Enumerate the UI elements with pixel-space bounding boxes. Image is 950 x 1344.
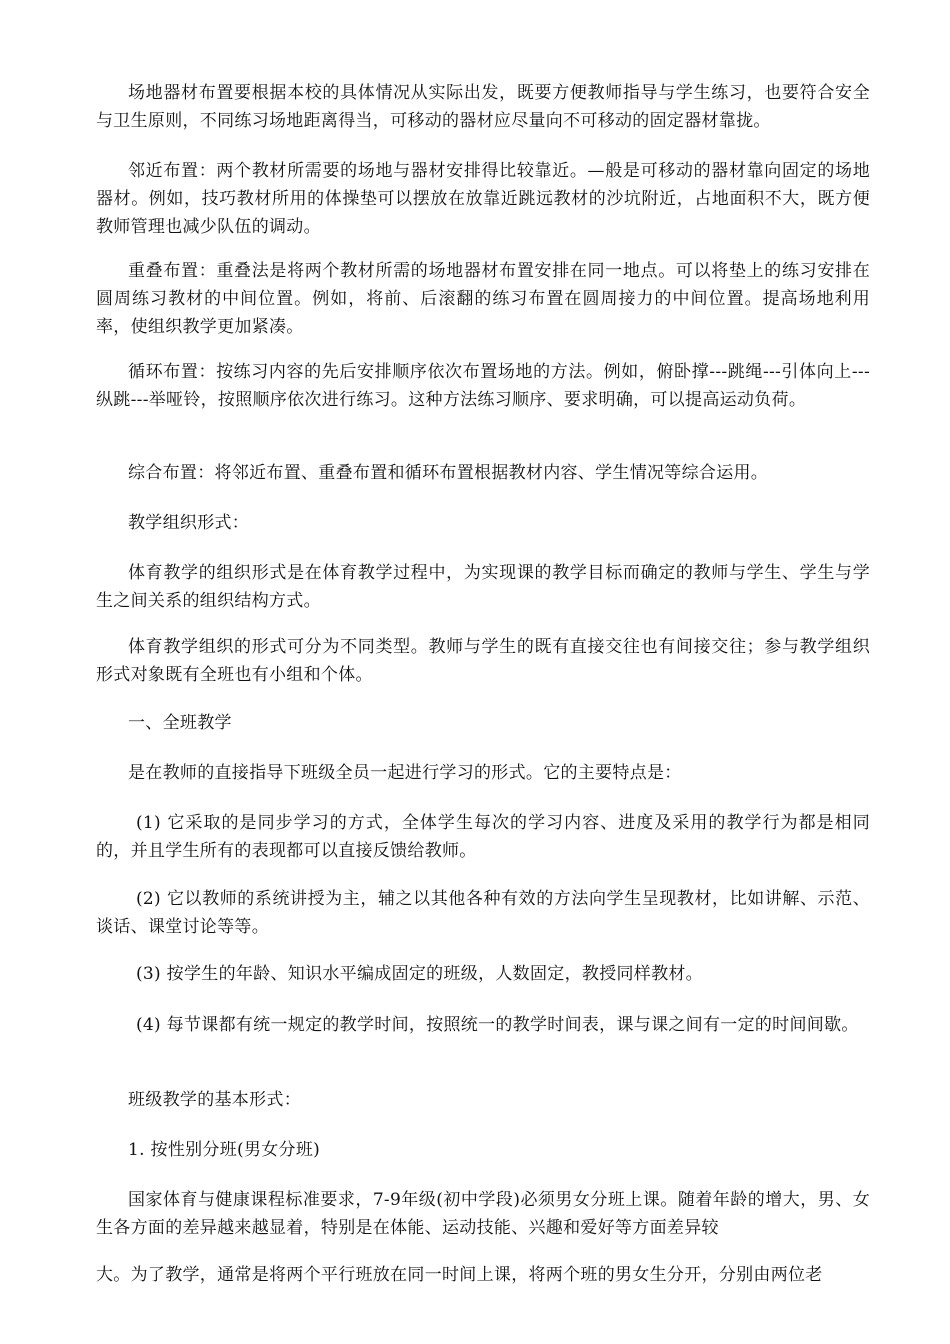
list-item-feature-1: (1) 它采取的是同步学习的方式，全体学生每次的学习内容、进度及采用的教学行为都是相同的，并且学生所有的表现都可以直接反馈给教师。 (96, 813, 870, 861)
paragraph-equipment-layout-principle: 场地器材布置要根据本校的具体情况从实际出发，既要方便教师指导与学生练习，也要符合安全与卫生原则，不同练习场地距离得当，可移动的器材应尽量向不可移动的固定器材靠拢。 (96, 83, 870, 131)
heading-teaching-organization: 教学组织形式： (128, 513, 250, 533)
paragraph-adjacent-layout: 邻近布置：两个教材所需要的场地与器材安排得比较靠近。—般是可移动的器材靠向固定的场地器材。例如，技巧教材所用的体操垫可以摆放在放靠近跳远教材的沙坑附近，占地面积不大，既方便教师管理也减少队伍的调动。 (96, 161, 870, 237)
list-item-feature-4: (4) 每节课都有统一规定的教学时间，按照统一的教学时间表，课与课之间有一定的时间间歇。 (136, 1015, 859, 1035)
paragraph-whole-class-definition: 是在教师的直接指导下班级全员一起进行学习的形式。它的主要特点是： (128, 763, 682, 783)
paragraph-circuit-layout: 循环布置：按练习内容的先后安排顺序依次布置场地的方法。例如，俯卧撑---跳绳---引体向上---纵跳---举哑铃，按照顺序依次进行练习。这种方法练习顺序、要求明确，可以提高运动负荷。 (96, 362, 870, 410)
paragraph-gender-separation-requirement: 国家体育与健康课程标准要求，7-9年级(初中学段)必须男女分班上课。随着年龄的增大，男、女生各方面的差异越来越显着，特别是在体能、运动技能、兴趣和爱好等方面差异较 (96, 1190, 870, 1238)
paragraph-gender-separation-continuation: 大。为了教学，通常是将两个平行班放在同一时间上课，将两个班的男女生分开，分别由两位老 (96, 1265, 823, 1285)
heading-basic-class-forms: 班级教学的基本形式： (128, 1090, 301, 1110)
list-item-feature-3: (3) 按学生的年龄、知识水平编成固定的班级，人数固定，教授同样教材。 (136, 964, 703, 984)
heading-gender-separated-classes: 1. 按性别分班(男女分班) (128, 1140, 321, 1160)
paragraph-organization-types: 体育教学组织的形式可分为不同类型。教师与学生的既有直接交往也有间接交往；参与教学组织形式对象既有全班也有小组和个体。 (96, 637, 870, 685)
paragraph-combined-layout: 综合布置：将邻近布置、重叠布置和循环布置根据教材内容、学生情况等综合运用。 (128, 463, 769, 483)
heading-whole-class-teaching: 一、全班教学 (128, 713, 232, 733)
paragraph-organization-definition: 体育教学的组织形式是在体育教学过程中，为实现课的教学目标而确定的教师与学生、学生与学生之间关系的组织结构方式。 (96, 563, 870, 611)
paragraph-overlap-layout: 重叠布置：重叠法是将两个教材所需的场地器材布置安排在同一地点。可以将垫上的练习安排在圆周练习教材的中间位置。例如，将前、后滚翻的练习布置在圆周接力的中间位置。提高场地利用率，使组织教学更加紧凑。 (96, 261, 870, 337)
list-item-feature-2: (2) 它以教师的系统讲授为主，辅之以其他各种有效的方法向学生呈现教材，比如讲解、示范、谈话、课堂讨论等等。 (96, 889, 870, 937)
